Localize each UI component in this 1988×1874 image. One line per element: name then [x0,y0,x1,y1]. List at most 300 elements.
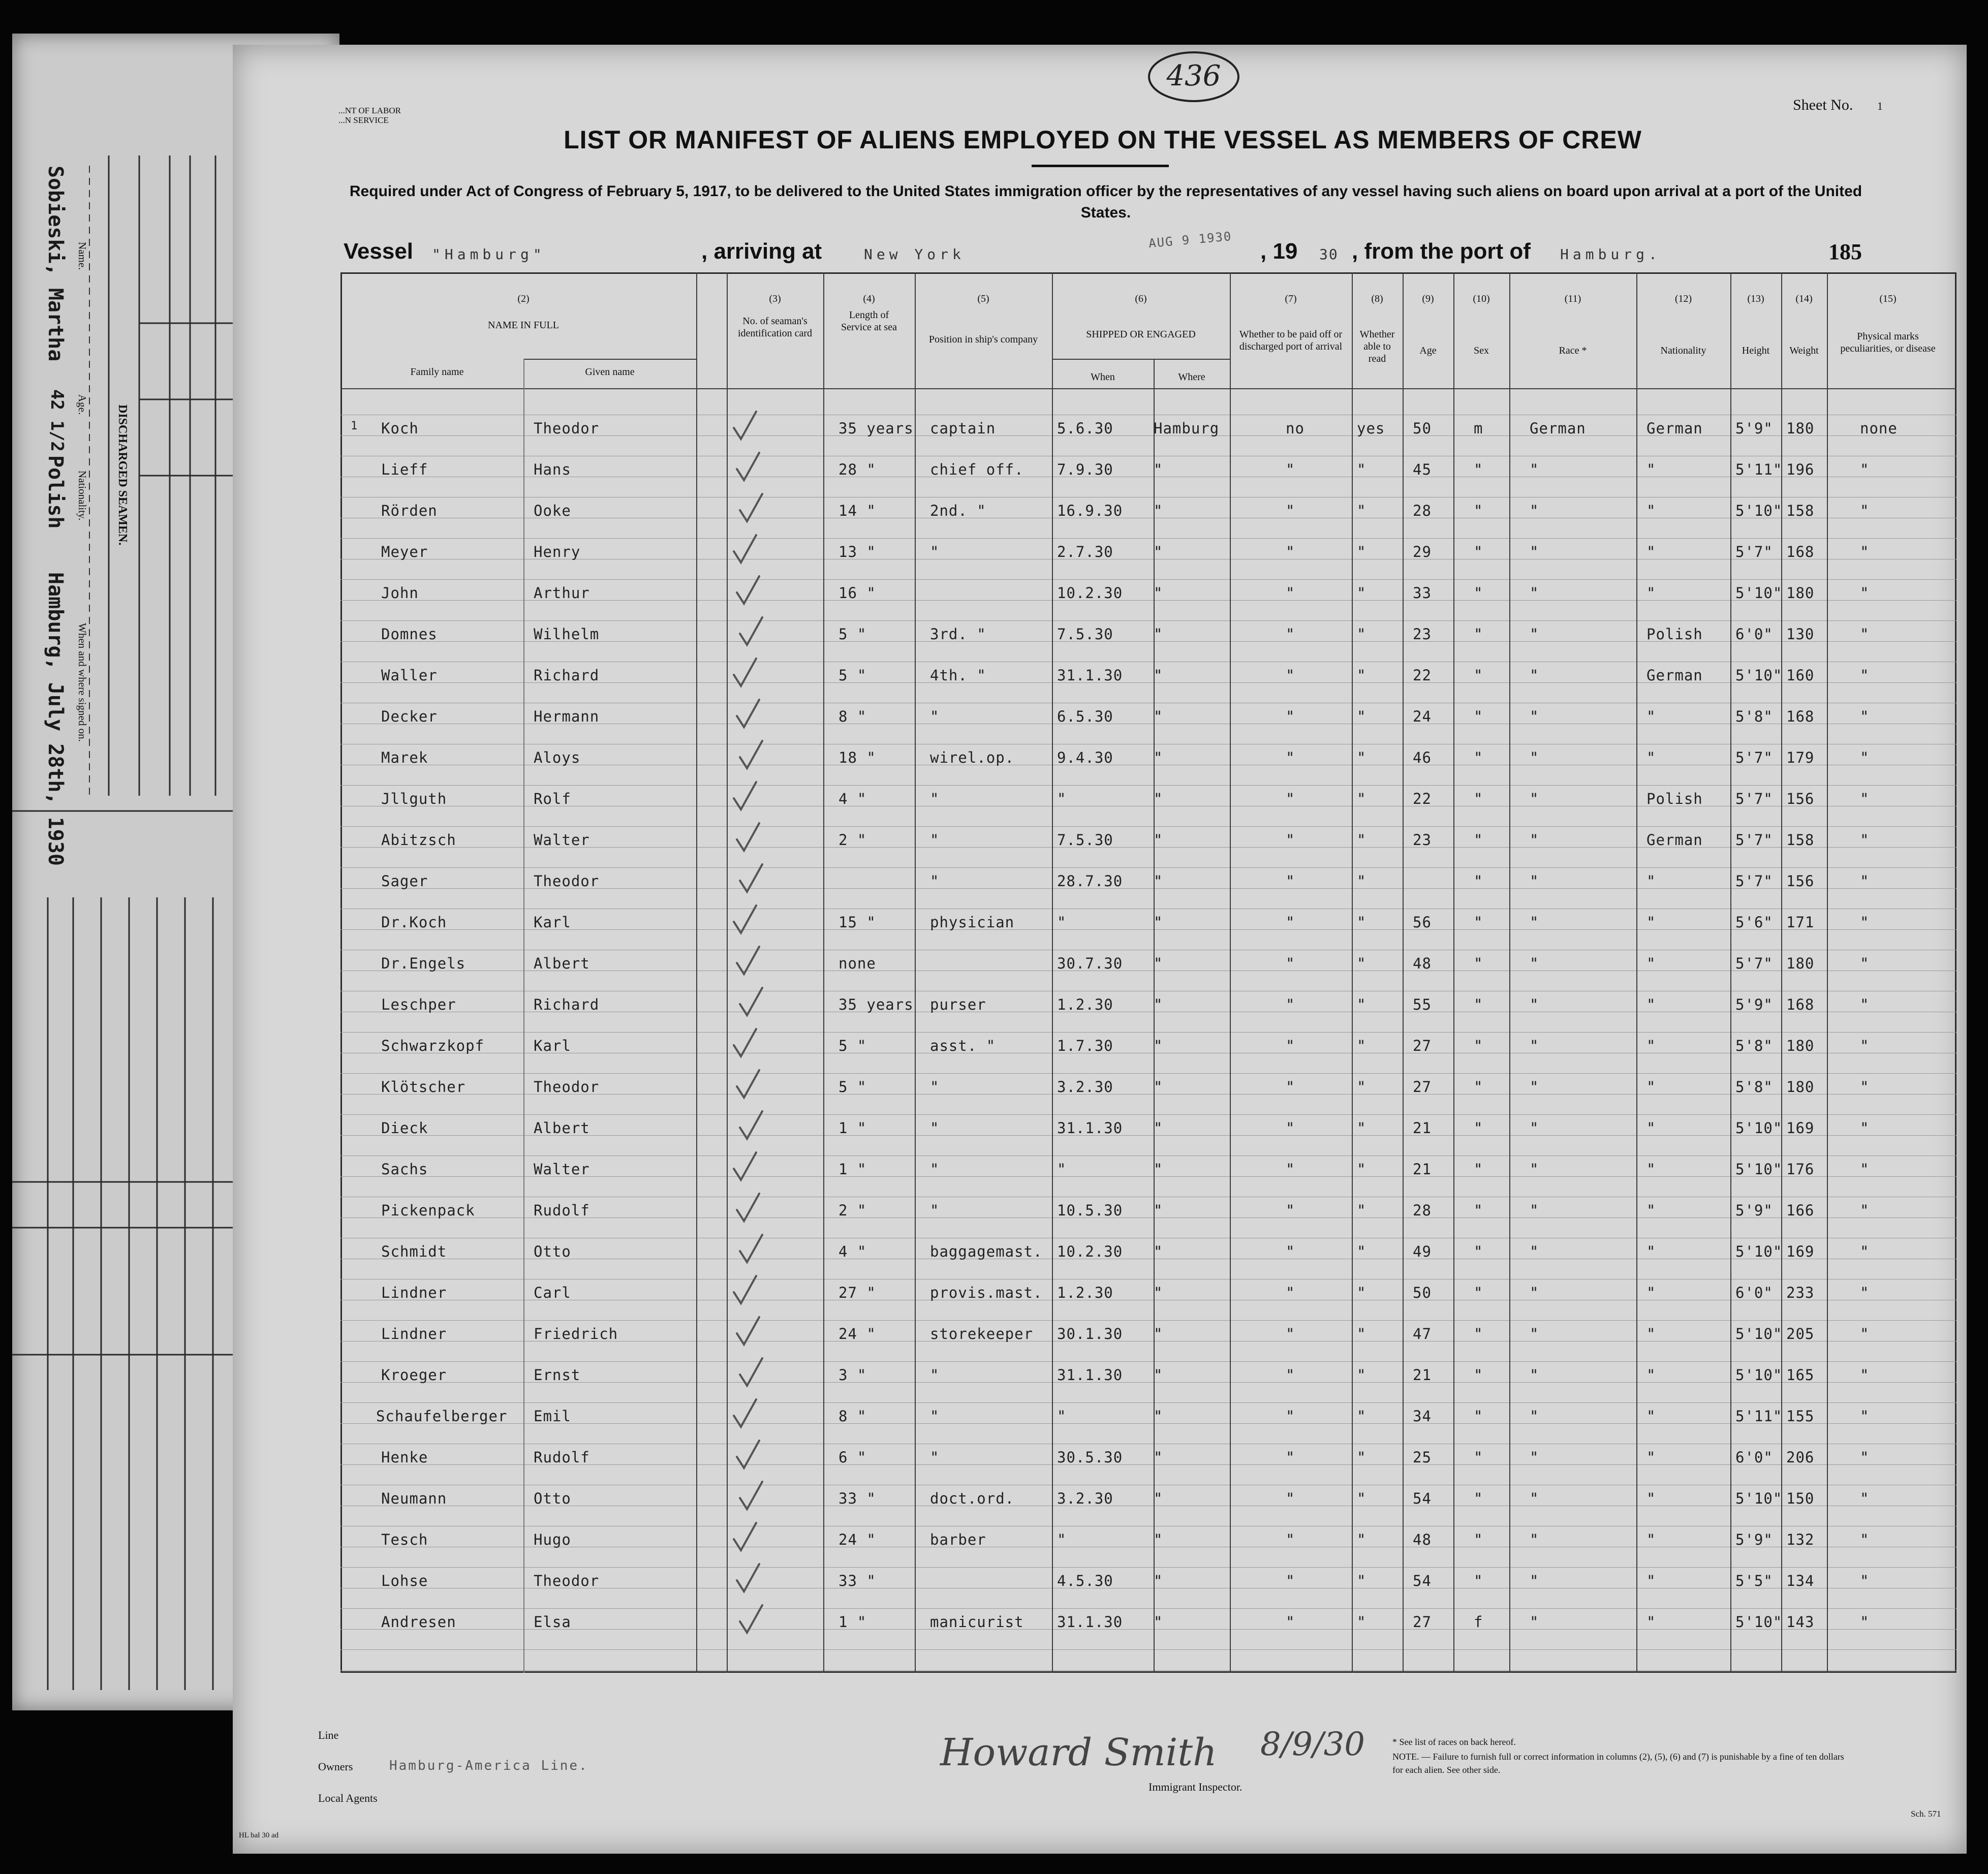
cell-age: 22 [1413,667,1432,684]
cell-family: Tesch [381,1531,428,1548]
column-line [1352,272,1353,1673]
cell-service: 1 " [838,1119,867,1137]
cell-paid: " [1286,914,1295,931]
header-bottom-rule [340,388,1956,389]
cell-given: Ernst [534,1366,581,1384]
cell-position: " [930,790,940,807]
cell-read: " [1357,543,1366,560]
cell-marks: " [1860,626,1870,643]
cell-when: 31.1.30 [1057,667,1123,684]
cell-sex: f [1474,1613,1483,1631]
cell-where: " [1154,626,1163,643]
row-rule [340,1423,1956,1424]
cell-when: 1.2.30 [1057,1284,1113,1301]
cell-race: " [1530,1078,1539,1096]
cell-when: " [1057,1161,1067,1178]
cell-age: 48 [1413,955,1432,972]
cell-given: Hans [534,461,571,478]
check-mark-icon [735,698,761,729]
cell-sex: " [1474,872,1483,890]
cell-sex: " [1474,955,1483,972]
from-port-label: , from the port of [1352,239,1531,264]
cell-height: 5'8" [1735,1037,1773,1054]
row-rule [340,1320,1956,1321]
cell-nationality: " [1647,1202,1656,1219]
cell-family: Schmidt [381,1243,447,1260]
cell-given: Theodor [534,420,600,437]
column-line [1827,272,1828,1673]
cell-service: 14 " [838,502,876,519]
cell-position: " [930,1366,940,1384]
cell-position: " [930,1408,940,1425]
form-code: Sch. 571 [1911,1809,1941,1819]
cell-when: " [1057,790,1067,807]
column-line [1052,272,1053,1673]
cell-race: " [1530,708,1539,725]
hdr-service: Length of Service at sea [841,309,897,333]
cell-age: 33 [1413,584,1432,602]
cell-marks: " [1860,790,1870,807]
hdr-col2-num: (2) [517,293,530,304]
cell-nationality: " [1647,584,1656,602]
check-mark-icon [738,492,764,523]
check-mark-icon [732,780,758,811]
cell-sex: " [1474,461,1483,478]
cell-nationality: " [1647,1119,1656,1137]
cell-race: " [1530,1284,1539,1301]
cell-paid: " [1286,790,1295,807]
header-sub-rule [523,359,696,360]
check-mark-icon [738,1603,764,1635]
row-rule [340,1402,1956,1403]
cell-where: " [1154,584,1163,602]
cell-nationality: " [1647,1161,1656,1178]
cell-service: 28 " [838,461,876,478]
cell-sex: " [1474,502,1483,519]
cell-read: " [1357,1284,1366,1301]
cell-race: " [1530,502,1539,519]
cell-age: 27 [1413,1078,1432,1096]
cell-marks: " [1860,1284,1870,1301]
cell-when: 10.5.30 [1057,1202,1123,1219]
cell-height: 5'9" [1735,420,1773,437]
row-rule [340,826,1956,827]
cell-age: 29 [1413,543,1432,560]
cell-race: " [1530,872,1539,890]
cell-when: " [1057,914,1067,931]
cell-nationality: " [1647,1613,1656,1631]
row-rule [340,1382,1956,1383]
cell-given: Theodor [534,1078,600,1096]
cell-service: 18 " [838,749,876,766]
cell-read: " [1357,1119,1366,1137]
cell-paid: " [1286,1161,1295,1178]
cell-height: 5'6" [1735,914,1773,931]
cell-read: " [1357,584,1366,602]
cell-weight: 130 [1786,626,1815,643]
cell-position: " [930,831,940,849]
cell-age: 56 [1413,914,1432,931]
cell-sex: " [1474,1078,1483,1096]
cell-read: " [1357,790,1366,807]
cell-paid: " [1286,1613,1295,1631]
cell-weight: 158 [1786,831,1815,849]
cell-paid: " [1286,1449,1295,1466]
cell-family: Meyer [381,543,428,560]
cell-age: 21 [1413,1119,1432,1137]
cell-when: 10.2.30 [1057,584,1123,602]
cell-weight: 155 [1786,1408,1815,1425]
hdr-physical-marks: Physical marks peculiarities, or disease [1840,331,1936,354]
cell-race: " [1530,831,1539,849]
row-number: 1 [351,420,358,432]
cell-given: Otto [534,1490,571,1507]
stamp-number-text: 436 [1166,59,1221,92]
cell-given: Karl [534,1037,571,1054]
cell-paid: " [1286,461,1295,478]
cell-nationality: German [1647,831,1703,849]
cell-nationality: " [1647,872,1656,890]
cell-age: 48 [1413,1531,1432,1548]
cell-paid: " [1286,1366,1295,1384]
cell-weight: 143 [1786,1613,1815,1631]
cell-read: " [1357,1408,1366,1425]
cell-age: 50 [1413,1284,1432,1301]
cell-family: Schwarzkopf [381,1037,485,1054]
cell-age: 24 [1413,708,1432,725]
cell-service: 33 " [838,1572,876,1589]
cell-marks: " [1860,1613,1870,1631]
cell-where: " [1154,831,1163,849]
cell-height: 5'9" [1735,1531,1773,1548]
cell-family: Leschper [381,996,456,1013]
check-mark-icon [732,1150,758,1182]
cell-where: Hamburg [1154,420,1220,437]
column-line [1453,272,1454,1673]
cell-paid: " [1286,1531,1295,1548]
hdr-sex: Sex [1474,345,1489,356]
cell-race: " [1530,1119,1539,1137]
cell-given: Karl [534,914,571,931]
cell-read: " [1357,1202,1366,1219]
cell-where: " [1154,1037,1163,1054]
cell-marks: " [1860,502,1870,519]
cell-family: Dr.Engels [381,955,466,972]
cell-age: 27 [1413,1613,1432,1631]
cell-sex: " [1474,584,1483,602]
cell-read: " [1357,1449,1366,1466]
hdr-col3-num: (3) [769,293,781,304]
strip-entry-name: Sobieski, Martha [44,166,67,362]
cell-read: " [1357,1490,1366,1507]
cell-nationality: " [1647,502,1656,519]
cell-weight: 180 [1786,584,1815,602]
cell-when: 30.1.30 [1057,1325,1123,1342]
cell-paid: " [1286,708,1295,725]
cell-sex: " [1474,831,1483,849]
department-line-2: ...N SERVICE [338,115,389,125]
cell-paid: " [1286,1243,1295,1260]
cell-given: Albert [534,1119,590,1137]
column-line [1509,272,1510,1673]
cell-nationality: " [1647,1037,1656,1054]
strip-entry-nationality: Polish [44,455,67,529]
cell-race: " [1530,955,1539,972]
cell-read: " [1357,461,1366,478]
cell-given: Otto [534,1243,571,1260]
cell-read: " [1357,749,1366,766]
strip-header: DISCHARGED SEAMEN. [116,404,129,546]
cell-given: Walter [534,831,590,849]
cell-given: Carl [534,1284,571,1301]
cell-when: 1.7.30 [1057,1037,1113,1054]
check-mark-icon [738,1233,764,1264]
cell-service: 13 " [838,543,876,560]
hdr-col7-num: (7) [1285,293,1297,304]
cell-position: purser [930,996,986,1013]
cell-service: 8 " [838,708,867,725]
cell-nationality: Polish [1647,790,1703,807]
cell-read: yes [1357,420,1385,437]
cell-sex: " [1474,708,1483,725]
hdr-col13-num: (13) [1747,293,1764,304]
cell-weight: 206 [1786,1449,1815,1466]
year-value: 30 [1319,246,1339,263]
cell-when: 30.5.30 [1057,1449,1123,1466]
sheet-number: 1 [1877,100,1883,112]
check-mark-icon [738,862,764,894]
column-line [823,272,824,1673]
cell-race: " [1530,543,1539,560]
cell-height: 5'5" [1735,1572,1773,1589]
cell-read: " [1357,708,1366,725]
cell-read: " [1357,1572,1366,1589]
hdr-id-card: No. of seaman's identification card [737,316,813,339]
cell-weight: 169 [1786,1243,1815,1260]
cell-height: 5'10" [1735,584,1783,602]
cell-nationality: German [1647,667,1703,684]
cell-read: " [1357,831,1366,849]
cell-nationality: " [1647,708,1656,725]
cell-read: " [1357,1325,1366,1342]
cell-nationality: " [1647,1572,1656,1589]
cell-service: 5 " [838,1078,867,1096]
cell-weight: 180 [1786,420,1815,437]
cell-given: Aloys [534,749,581,766]
cell-marks: " [1860,1161,1870,1178]
cell-nationality: " [1647,1449,1656,1466]
cell-where: " [1154,1119,1163,1137]
cell-age: 25 [1413,1449,1432,1466]
cell-when: 2.7.30 [1057,543,1113,560]
cell-weight: 160 [1786,667,1815,684]
cell-when: 7.5.30 [1057,831,1113,849]
cell-weight: 165 [1786,1366,1815,1384]
cell-height: 5'10" [1735,1366,1783,1384]
cell-height: 5'9" [1735,1202,1773,1219]
cell-when: 5.6.30 [1057,420,1113,437]
row-rule [340,1649,1956,1650]
cell-sex: " [1474,667,1483,684]
cell-race: " [1530,1325,1539,1342]
cell-position: " [930,1119,940,1137]
cell-given: Albert [534,955,590,972]
cell-paid: " [1286,502,1295,519]
check-mark-icon [732,657,758,688]
cell-given: Theodor [534,1572,600,1589]
cell-sex: " [1474,996,1483,1013]
cell-nationality: " [1647,749,1656,766]
cell-position: " [930,1202,940,1219]
cell-marks: " [1860,584,1870,602]
cell-service: 24 " [838,1531,876,1548]
cell-sex: " [1474,1119,1483,1137]
cell-height: 5'9" [1735,996,1773,1013]
print-code: HL bal 30 ad [239,1831,279,1839]
cell-sex: " [1474,1449,1483,1466]
cell-given: Ooke [534,502,571,519]
cell-family: Pickenpack [381,1202,475,1219]
check-mark-icon [732,1274,758,1305]
cell-position: storekeeper [930,1325,1034,1342]
strip-col-nationality: Nationality. [76,471,88,521]
cell-family: Jllguth [381,790,447,807]
cell-position: manicurist [930,1613,1024,1631]
cell-paid: " [1286,1202,1295,1219]
check-mark-icon [738,986,764,1017]
cell-where: " [1154,1078,1163,1096]
cell-service: 1 " [838,1613,867,1631]
hdr-height: Height [1742,345,1770,356]
cell-read: " [1357,872,1366,890]
cell-where: " [1154,996,1163,1013]
row-rule [340,538,1956,539]
cell-sex: " [1474,1366,1483,1384]
cell-paid: " [1286,1325,1295,1342]
cell-sex: " [1474,1037,1483,1054]
cell-paid: " [1286,626,1295,643]
cell-age: 55 [1413,996,1432,1013]
cell-height: 5'7" [1735,749,1773,766]
cell-height: 5'7" [1735,955,1773,972]
footer-line-label: Line [318,1729,339,1741]
cell-service: 8 " [838,1408,867,1425]
cell-marks: none [1860,420,1898,437]
cell-height: 5'7" [1735,790,1773,807]
check-mark-icon [738,739,764,770]
row-rule [340,1032,1956,1033]
cell-service: 6 " [838,1449,867,1466]
cell-when: 28.7.30 [1057,872,1123,890]
cell-when: 31.1.30 [1057,1613,1123,1631]
vessel-label: Vessel [344,239,414,264]
cell-family: Rörden [381,502,438,519]
cell-paid: " [1286,1119,1295,1137]
cell-weight: 179 [1786,749,1815,766]
cell-paid: " [1286,1078,1295,1096]
cell-race: German [1530,420,1586,437]
row-rule [340,929,1956,930]
cell-paid: " [1286,1490,1295,1507]
cell-when: 4.5.30 [1057,1572,1113,1589]
cell-read: " [1357,996,1366,1013]
check-mark-icon [735,1439,761,1470]
cell-read: " [1357,1037,1366,1054]
cell-when: 30.7.30 [1057,955,1123,972]
check-mark-icon [735,1562,761,1594]
cell-family: Lieff [381,461,428,478]
cell-where: " [1154,1366,1163,1384]
check-mark-icon [732,1521,758,1552]
cell-marks: " [1860,1078,1870,1096]
cell-read: " [1357,502,1366,519]
cell-service: 24 " [838,1325,876,1342]
cell-read: " [1357,914,1366,931]
cell-weight: 176 [1786,1161,1815,1178]
cell-race: " [1530,584,1539,602]
cell-weight: 180 [1786,955,1815,972]
check-mark-icon [735,1068,761,1100]
column-line [1403,272,1404,1673]
cell-marks: " [1860,872,1870,890]
cell-where: " [1154,461,1163,478]
cell-sex: " [1474,1284,1483,1301]
cell-paid: " [1286,955,1295,972]
row-rule [340,1073,1956,1074]
cell-given: Rudolf [534,1449,590,1466]
cell-marks: " [1860,1243,1870,1260]
row-rule [340,1629,1956,1630]
hdr-family-name: Family name [410,366,464,378]
cell-age: 34 [1413,1408,1432,1425]
cell-nationality: " [1647,1490,1656,1507]
cell-position: 2nd. " [930,502,986,519]
inspector-signature: Howard Smith [940,1731,1217,1774]
check-mark-icon [735,451,761,482]
cell-weight: 150 [1786,1490,1815,1507]
column-line [915,272,916,1673]
cell-where: " [1154,1408,1163,1425]
cell-height: 5'10" [1735,1243,1783,1260]
cell-sex: m [1474,420,1483,437]
cell-weight: 180 [1786,1078,1815,1096]
cell-sex: " [1474,1490,1483,1507]
hdr-given-name: Given name [585,366,635,378]
cell-race: " [1530,1037,1539,1054]
year-label: , 19 [1260,239,1298,264]
cell-age: 22 [1413,790,1432,807]
cell-family: Neumann [381,1490,447,1507]
footer-note: NOTE. — Failure to furnish full or correct information in columns (2), (5), (6) and (7) is punishable by a fine of ten dollars for each alien. See other side. [1392,1752,1844,1775]
cell-height: 6'0" [1735,1284,1773,1301]
hdr-where: Where [1178,371,1205,383]
cell-position: doct.ord. [930,1490,1015,1507]
cell-read: " [1357,955,1366,972]
cell-paid: " [1286,1284,1295,1301]
cell-height: 5'10" [1735,667,1783,684]
date-stamp: AUG 9 1930 [1148,229,1233,251]
cell-paid: " [1286,872,1295,890]
cell-sex: " [1474,1531,1483,1548]
row-rule [340,579,1956,580]
cell-family: Marek [381,749,428,766]
cell-family: John [381,584,419,602]
cell-where: " [1154,955,1163,972]
cell-given: Rudolf [534,1202,590,1219]
cell-paid: " [1286,1572,1295,1589]
cell-family: Decker [381,708,438,725]
cell-height: 5'11" [1735,461,1783,478]
